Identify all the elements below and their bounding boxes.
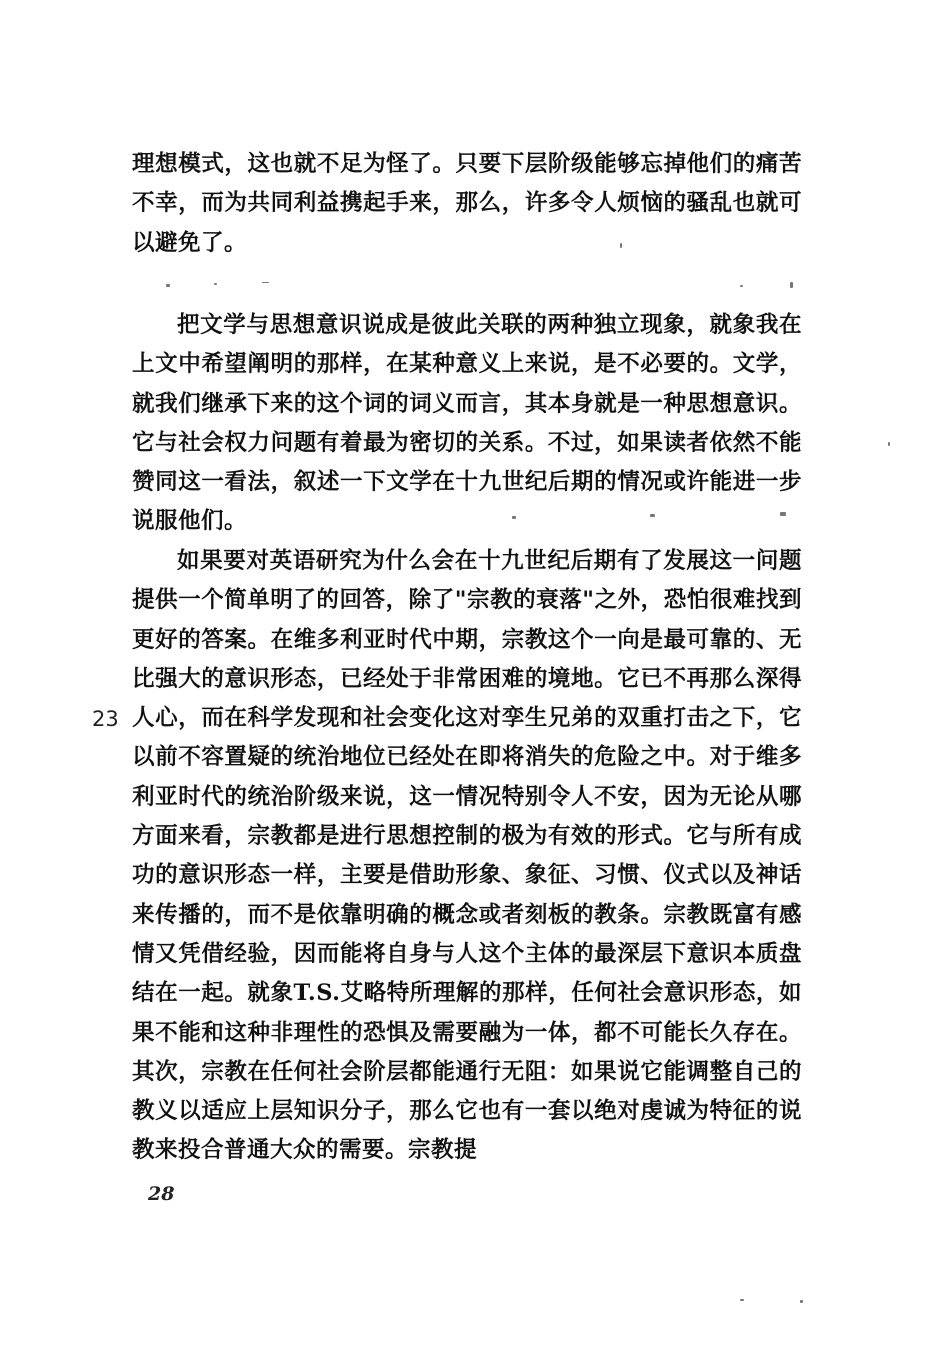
paragraph-continued: 理想模式，这也就不足为怪了。只要下层阶级能够忘掉他们的痛苦不幸，而为共同利益携起手来，那么，许多令人烦恼的骚乱也就可以避免了。: [132, 151, 802, 256]
scan-speck: [790, 282, 793, 288]
scan-speck: [740, 1299, 744, 1301]
scan-speck: [512, 516, 516, 519]
scan-speck: [780, 512, 786, 516]
scan-speck: [214, 283, 217, 285]
paragraph: 把文学与思想意识说成是彼此关联的两种独立现象，就象我在上文中希望阐明的那样，在某种意义上来说，是不必要的。文学，就我们继承下来的这个词的词义而言，其本身就是一种思想意识。它与社会权力问题有着最为密切的关系。不过，如果读者依然不能赞同这一看法，叙述一下文学在十九世纪后期的情况或许能进一步说服他们。: [132, 312, 802, 535]
scan-speck: [262, 282, 269, 283]
scan-speck: [620, 243, 622, 248]
scan-speck: [740, 285, 743, 287]
scan-speck: [800, 1300, 803, 1303]
scan-speck: [166, 284, 170, 287]
margin-note-number: 23: [92, 707, 119, 731]
page-number: 28: [148, 1183, 175, 1205]
paragraph: 如果要对英语研究为什么会在十九世纪后期有了发展这一问题提供一个简单明了的回答，除了"宗教的衰落"之外，恐怕很难找到更好的答案。在维多利亚时代中期，宗教这个一向是最可靠的、无比强大的意识形态，已经处于非常困难的境地。它已不再那么深得人心，而在科学发现和社会变化这对孪生兄弟的双重打击之下，它以前不容置疑的统治地位已经处在即将消失的危险之中。对于维多利亚时代的统治阶级来说，这一情况特别令人不安，因为无论从哪方面来看，宗教都是进行思想控制的极为有效的形式。它与所有成功的意识形态一样，主要是借助形象、象征、习惯、仪式以及神话来传播的，而不是依靠明确的概念或者刻板的教条。宗教既富有感情又凭借经验，因而能将自身与人这个主体的最深层下意识本质盘结在一起。就象T.S.艾略特所理解的那样，任何社会意识形态，如果不能和这种非理性的恐惧及需要融为一体，都不可能长久存在。其次，宗教在任何社会阶层都能通行无阻：如果说它能调整自己的教义以适应上层知识分子，那么它也有一套以绝对虔诚为特征的说教来投合普通大众的需要。宗教提: [132, 548, 802, 1164]
scan-speck: [888, 442, 890, 446]
scan-speck: [650, 514, 655, 517]
